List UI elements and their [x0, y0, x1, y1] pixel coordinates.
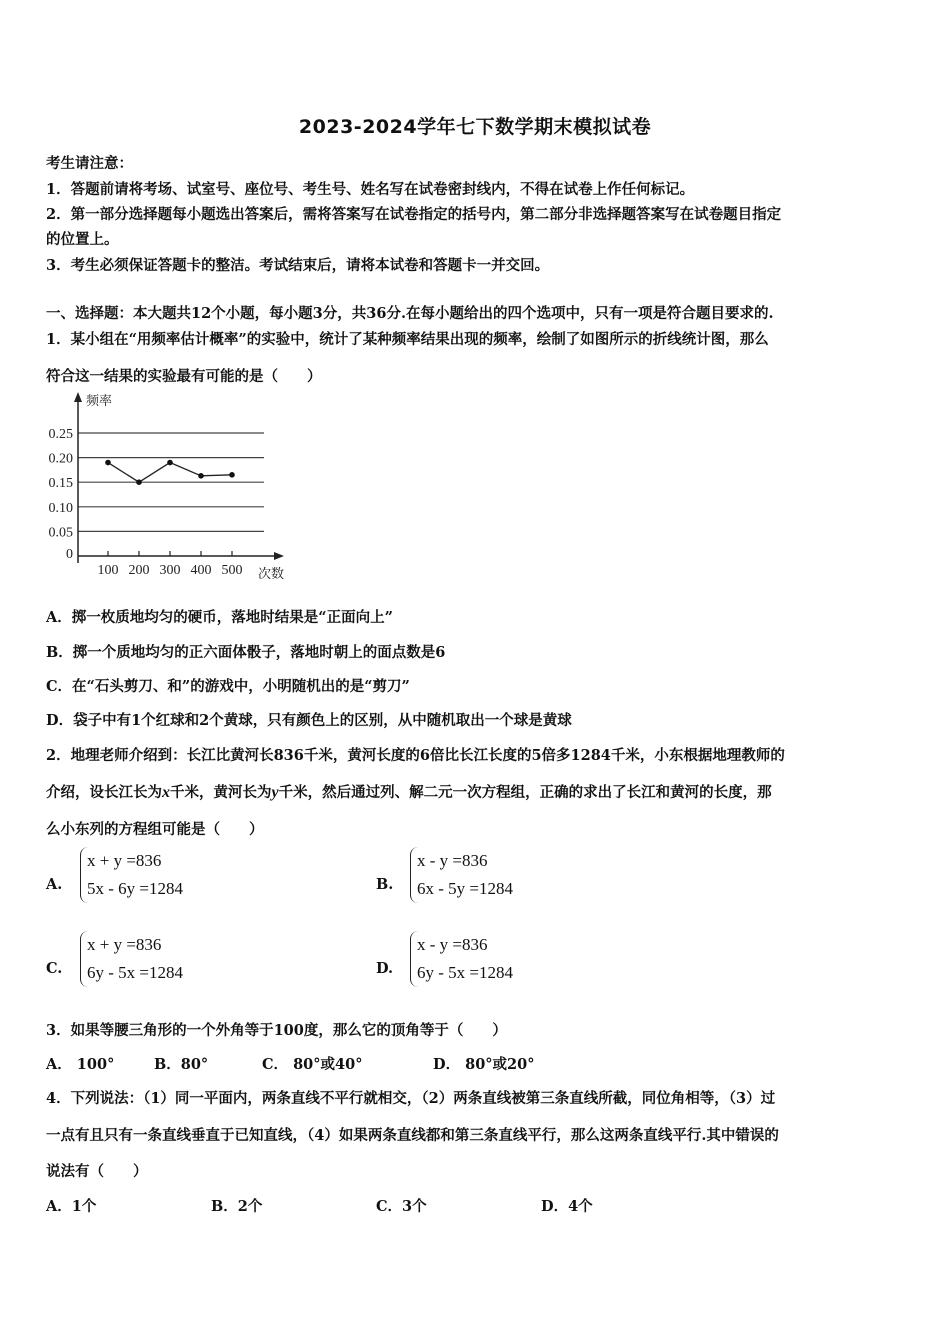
q4-stem-line3: 说法有（ ） — [46, 1163, 148, 1180]
notice-heading: 考生请注意： — [46, 155, 133, 172]
q1-option-d: D．袋子中有1个红球和2个黄球，只有颜色上的区别，从中随机取出一个球是黄球 — [46, 712, 572, 729]
q2-option-c-system — [80, 931, 183, 987]
q3-option-d: D． 80°或20° — [433, 1056, 535, 1073]
x-tick-label: 500 — [221, 563, 243, 578]
notice-item-3: 3．考生必须保证答题卡的整洁。考试结束后，请将本试卷和答题卡一并交回。 — [46, 257, 550, 274]
chart-grid — [78, 433, 264, 531]
q2-option-a-system — [80, 847, 183, 903]
frequency-series-line — [108, 463, 232, 483]
notice-item-2: 2．第一部分选择题每小题选出答案后，需将答案写在试卷指定的括号内，第二部分非选择题答案写在试卷题目指定 — [46, 206, 782, 223]
equation: 5x - 6y =1284 — [87, 879, 183, 898]
equation: x - y =836 — [417, 935, 488, 954]
var-y: y — [271, 784, 279, 801]
y-axis-label: 频率 — [86, 394, 113, 409]
y-tick-label: 0.20 — [48, 451, 73, 467]
q2-option-d-system — [410, 931, 513, 987]
q2-line2-part1: 介绍，设长江长为 — [46, 784, 162, 801]
q2-stem-line2 — [46, 781, 772, 802]
q2-line2-part3: 千米，然后通过列、解二元一次方程组，正确的求出了长江和黄河的长度，那 — [278, 784, 772, 801]
q1-option-b: B．掷一个质地均匀的正六面体骰子，落地时朝上的面点数是6 — [46, 644, 446, 661]
q4-option-b: B．2个 — [211, 1198, 263, 1215]
x-axis-label: 次数 — [258, 567, 285, 582]
equation: 6x - 5y =1284 — [417, 879, 513, 898]
x-tick-label: 300 — [159, 563, 181, 578]
q2-option-b-system — [410, 847, 513, 903]
data-point — [198, 473, 204, 479]
q1-option-c: C．在“石头剪刀、和”的游戏中，小明随机出的是“剪刀” — [46, 678, 410, 695]
data-point — [167, 460, 173, 466]
notice-item-2-cont: 的位置上。 — [46, 231, 119, 248]
data-point — [105, 460, 111, 466]
q2-option-a-label: A. — [46, 876, 63, 893]
q2-line2-part2: 千米，黄河长为 — [170, 784, 272, 801]
equation: x - y =836 — [417, 851, 488, 870]
q3-option-b: B．80° — [154, 1056, 209, 1073]
y-tick-label: 0.10 — [48, 500, 73, 516]
equation: x + y =836 — [87, 935, 162, 954]
y-tick-label: 0.05 — [48, 525, 73, 541]
q4-option-c: C．3个 — [376, 1198, 427, 1215]
q1-stem-line2: 符合这一结果的实验最有可能的是（ ） — [46, 368, 322, 385]
y-axis-arrow-icon — [74, 392, 82, 402]
y-tick-label: 0 — [66, 547, 73, 562]
q4-option-a: A．1个 — [46, 1198, 97, 1215]
q1-stem-line1: 1．某小组在“用频率估计概率”的实验中，统计了某种频率结果出现的频率，绘制了如图所示的折线统计图，那么 — [46, 331, 769, 348]
x-tick-label: 400 — [190, 563, 212, 578]
data-point — [136, 479, 142, 485]
q3-stem: 3．如果等腰三角形的一个外角等于100度，那么它的顶角等于（ ） — [46, 1022, 507, 1039]
page-title: 2023-2024学年七下数学期末模拟试卷 — [298, 116, 652, 138]
section-heading: 一、选择题：本大题共12个小题，每小题3分，共36分.在每小题给出的四个选项中，只有一项是符合题目要求的. — [46, 305, 774, 322]
frequency-line-chart — [40, 388, 310, 588]
var-x: x — [162, 784, 170, 801]
data-point — [229, 472, 235, 478]
x-tick-label: 100 — [97, 563, 119, 578]
q4-stem-line2: 一点有且只有一条直线垂直于已知直线，（4）如果两条直线都和第三条直线平行，那么这两条直线平行.其中错误的 — [46, 1127, 779, 1144]
q4-stem-line1: 4．下列说法：（1）同一平面内，两条直线不平行就相交，（2）两条直线被第三条直线所截，同位角相等，（3）过 — [46, 1090, 776, 1107]
q2-option-b-label: B. — [376, 876, 394, 893]
x-axis-arrow-icon — [274, 552, 284, 560]
q2-stem-line3: 么小东列的方程组可能是（ ） — [46, 821, 264, 838]
x-tick-label: 200 — [128, 563, 150, 578]
q2-option-d-label: D. — [376, 960, 394, 977]
q3-option-a: A． 100° — [46, 1056, 115, 1073]
q1-option-a: A．掷一枚质地均匀的硬币，落地时结果是“正面向上” — [46, 609, 393, 626]
q2-stem-line1: 2．地理老师介绍到：长江比黄河长836千米，黄河长度的6倍比长江长度的5倍多1284千米，小东根据地理教师的 — [46, 747, 785, 764]
q4-option-d: D．4个 — [541, 1198, 593, 1215]
y-tick-label: 0.25 — [48, 427, 73, 442]
equation: 6y - 5x =1284 — [417, 963, 513, 982]
notice-item-1: 1．答题前请将考场、试室号、座位号、考生号、姓名写在试卷密封线内，不得在试卷上作任何标记。 — [46, 181, 695, 198]
q3-option-c: C． 80°或40° — [262, 1056, 363, 1073]
equation: 6y - 5x =1284 — [87, 963, 183, 982]
y-tick-label: 0.15 — [48, 476, 73, 492]
equation: x + y =836 — [87, 851, 162, 870]
q2-option-c-label: C. — [46, 960, 63, 977]
